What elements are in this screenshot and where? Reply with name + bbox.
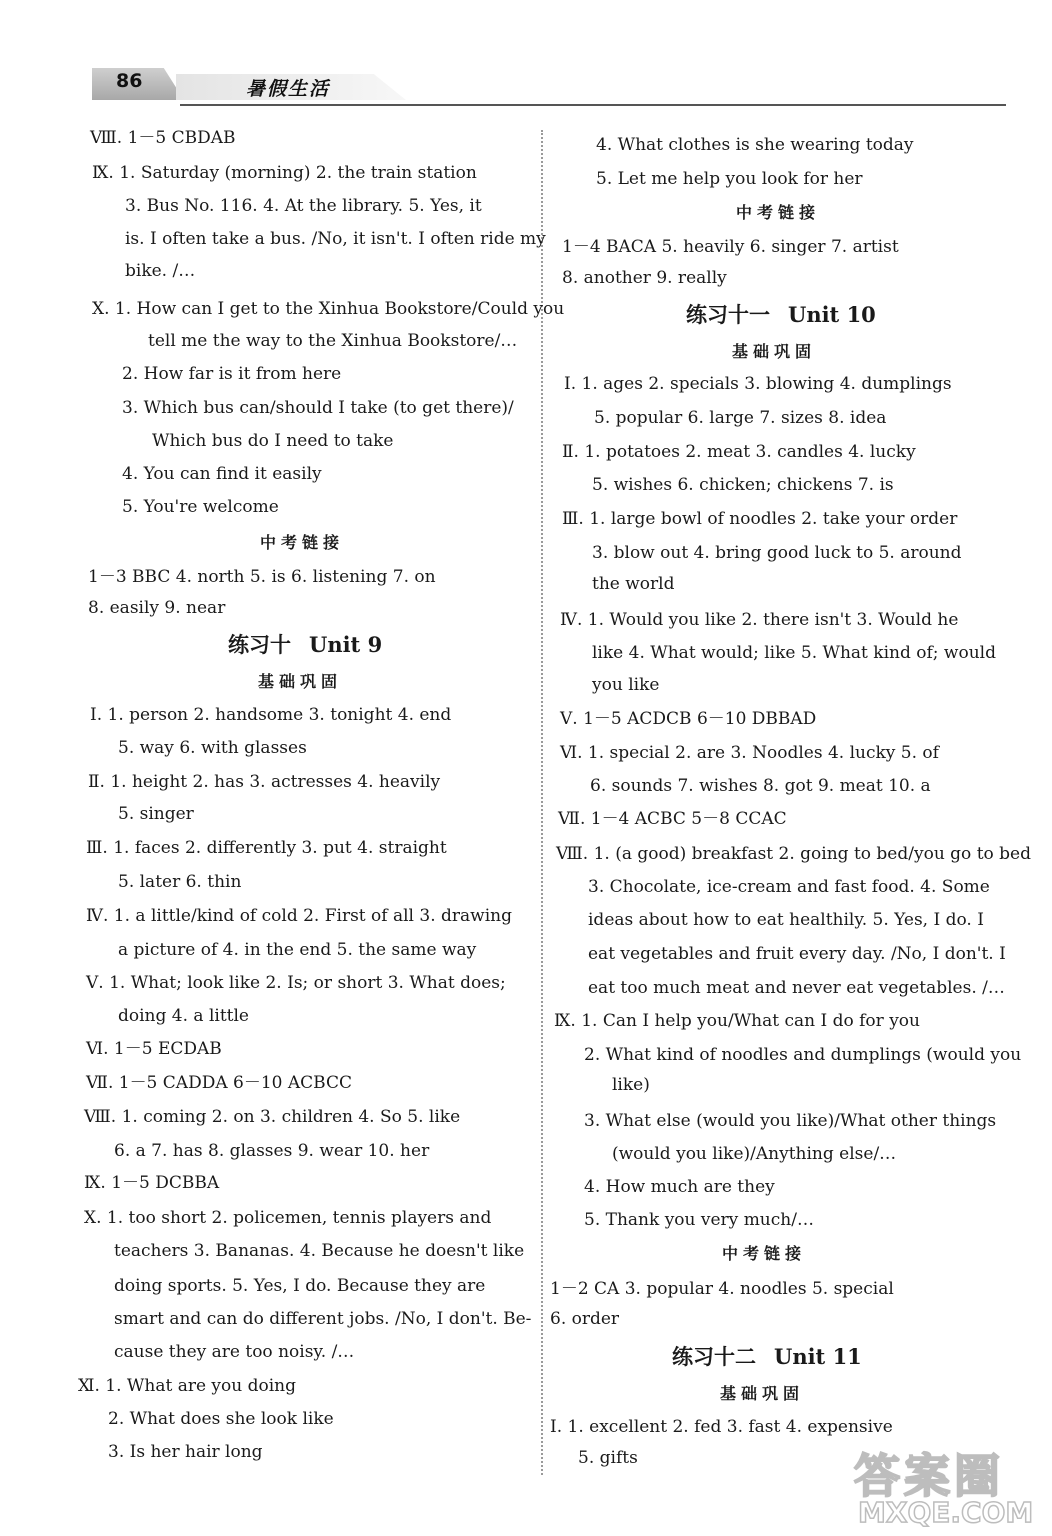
page-header [0, 0, 1052, 110]
answer-line: 3. Which bus can/should I take (to get there)/ [122, 398, 514, 418]
answer-line: 5. Thank you very much/… [584, 1210, 814, 1230]
answer-line: Ⅳ. 1. a little/kind of cold 2. First of all 3. drawing [86, 906, 512, 926]
answer-line: 2. How far is it from here [122, 364, 342, 384]
answer-line: Ⅷ. 1－5 CBDAB [90, 128, 236, 148]
answer-line: 3. What else (would you like)/What other things [584, 1111, 997, 1131]
exercise-heading-unit: Unit 11 [774, 1344, 862, 1369]
answer-line: 1－3 BBC 4. north 5. is 6. listening 7. on [88, 567, 436, 587]
answer-line: 3. Bus No. 116. 4. At the library. 5. Yes, it [125, 196, 482, 216]
section-subheading: 基础巩固 [720, 1384, 805, 1403]
answer-line: Ⅰ. 1. excellent 2. fed 3. fast 4. expensive [550, 1417, 893, 1437]
answer-line: smart and can do different jobs. /No, I don't. Be- [114, 1309, 532, 1329]
exercise-heading-unit: Unit 10 [788, 302, 876, 327]
answer-line: a picture of 4. in the end 5. the same way [118, 940, 477, 960]
answer-line: teachers 3. Bananas. 4. Because he doesn't like [114, 1241, 525, 1261]
answer-line: 6. sounds 7. wishes 8. got 9. meat 10. a [590, 776, 931, 796]
answer-line: tell me the way to the Xinhua Bookstore/… [148, 331, 518, 351]
answer-line: 5. way 6. with glasses [118, 738, 307, 758]
answer-line: the world [592, 574, 675, 594]
answer-line: eat too much meat and never eat vegetables. /… [588, 978, 1005, 998]
answer-line: 3. Is her hair long [108, 1442, 263, 1462]
column-divider [541, 130, 543, 1475]
answer-line: 4. What clothes is she wearing today [596, 135, 914, 155]
answer-line: Ⅲ. 1. faces 2. differently 3. put 4. straight [86, 838, 447, 858]
answer-line: 5. gifts [578, 1448, 638, 1468]
answer-line: 1－4 BACA 5. heavily 6. singer 7. artist [562, 237, 899, 257]
answer-line: Ⅷ. 1. coming 2. on 3. children 4. So 5. like [84, 1107, 461, 1127]
answer-line: 8. easily 9. near [88, 598, 226, 618]
exercise-heading [228, 628, 382, 662]
exercise-heading-unit: Unit 9 [309, 632, 383, 657]
answer-line: 3. Chocolate, ice-cream and fast food. 4. Some [588, 877, 990, 897]
answer-line: 5. later 6. thin [118, 872, 242, 892]
answer-line: Ⅵ. 1. special 2. are 3. Noodles 4. lucky 5. of [560, 743, 939, 763]
answer-line: bike. /… [125, 261, 196, 281]
answer-line: 5. Let me help you look for her [596, 169, 863, 189]
answer-line: Ⅴ. 1. What; look like 2. Is; or short 3. What does; [86, 973, 506, 993]
answer-line: Ⅰ. 1. person 2. handsome 3. tonight 4. end [90, 705, 452, 725]
answer-line: 5. You're welcome [122, 497, 279, 517]
answer-line: 5. wishes 6. chicken; chickens 7. is [592, 475, 894, 495]
answer-line: 2. What does she look like [108, 1409, 334, 1429]
answer-line: 6. order [550, 1309, 620, 1329]
watermark-glyphs: 答案圈 [854, 1449, 1004, 1503]
answer-line: Ⅳ. 1. Would you like 2. there isn't 3. Would he [560, 610, 959, 630]
answer-line: doing 4. a little [118, 1006, 249, 1026]
answer-line: like 4. What would; like 5. What kind of; would [592, 643, 996, 663]
answer-line: 5. popular 6. large 7. sizes 8. idea [594, 408, 887, 428]
answer-line: (would you like)/Anything else/… [612, 1144, 897, 1164]
answer-line: Which bus do I need to take [152, 431, 394, 451]
section-subheading: 中考链接 [260, 533, 345, 552]
header-title: 暑假生活 [246, 78, 331, 100]
page-number: 86 [116, 70, 143, 92]
answer-line: Ⅸ. 1－5 DCBBA [84, 1173, 220, 1193]
section-subheading: 中考链接 [722, 1244, 807, 1263]
section-subheading: 基础巩固 [258, 672, 343, 691]
answer-line: like) [612, 1075, 650, 1095]
answer-line: 4. How much are they [584, 1177, 775, 1197]
answer-line: cause they are too noisy. /… [114, 1342, 355, 1362]
answer-line: Ⅵ. 1－5 ECDAB [86, 1039, 222, 1059]
answer-line: you like [592, 675, 660, 695]
answer-line: 3. blow out 4. bring good luck to 5. around [592, 543, 962, 563]
answer-line: 1－2 CA 3. popular 4. noodles 5. special [550, 1279, 894, 1299]
exercise-heading [672, 1340, 862, 1374]
answer-line: Ⅸ. 1. Saturday (morning) 2. the train station [92, 163, 477, 183]
answer-line: Ⅲ. 1. large bowl of noodles 2. take your order [562, 509, 958, 529]
answer-line: Ⅰ. 1. ages 2. specials 3. blowing 4. dumplings [564, 374, 952, 394]
answer-line: 6. a 7. has 8. glasses 9. wear 10. her [114, 1141, 430, 1161]
answer-line: 2. What kind of noodles and dumplings (would you [584, 1045, 1022, 1065]
answer-line: 8. another 9. really [562, 268, 727, 288]
header-rule [180, 104, 1006, 106]
exercise-heading [686, 298, 876, 332]
answer-line: Ⅱ. 1. potatoes 2. meat 3. candles 4. lucky [562, 442, 916, 462]
answer-line: is. I often take a bus. /No, it isn't. I often ride my [125, 229, 546, 249]
answer-line: ideas about how to eat healthily. 5. Yes, I do. I [588, 910, 984, 930]
answer-line: Ⅱ. 1. height 2. has 3. actresses 4. heavily [88, 772, 441, 792]
answer-line: 5. singer [118, 804, 194, 824]
answer-line: doing sports. 5. Yes, I do. Because they are [114, 1276, 486, 1296]
answer-line: Ⅸ. 1. Can I help you/What can I do for you [554, 1011, 920, 1031]
watermark-url: MXQE.COM [858, 1496, 1034, 1529]
answer-line: Ⅴ. 1－5 ACDCB 6－10 DBBAD [560, 709, 817, 729]
watermark-logo [848, 1440, 1044, 1530]
answer-line: Ⅶ. 1－4 ACBC 5－8 CCAC [558, 809, 787, 829]
section-subheading: 中考链接 [736, 203, 821, 222]
exercise-heading-cn: 练习十一 [686, 302, 770, 327]
exercise-heading-cn: 练习十 [228, 632, 291, 657]
answer-line: 4. You can find it easily [122, 464, 322, 484]
answer-line: Ⅹ. 1. How can I get to the Xinhua Bookstore/Could you [92, 299, 565, 319]
answer-line: Ⅷ. 1. (a good) breakfast 2. going to bed/you go to bed [556, 844, 1031, 864]
answer-line: Ⅶ. 1－5 CADDA 6－10 ACBCC [86, 1073, 352, 1093]
answer-line: eat vegetables and fruit every day. /No, I don't. I [588, 944, 1006, 964]
answer-line: Ⅺ. 1. What are you doing [78, 1376, 296, 1396]
answer-line: Ⅹ. 1. too short 2. policemen, tennis players and [84, 1208, 492, 1228]
section-subheading: 基础巩固 [732, 342, 817, 361]
exercise-heading-cn: 练习十二 [672, 1344, 756, 1369]
